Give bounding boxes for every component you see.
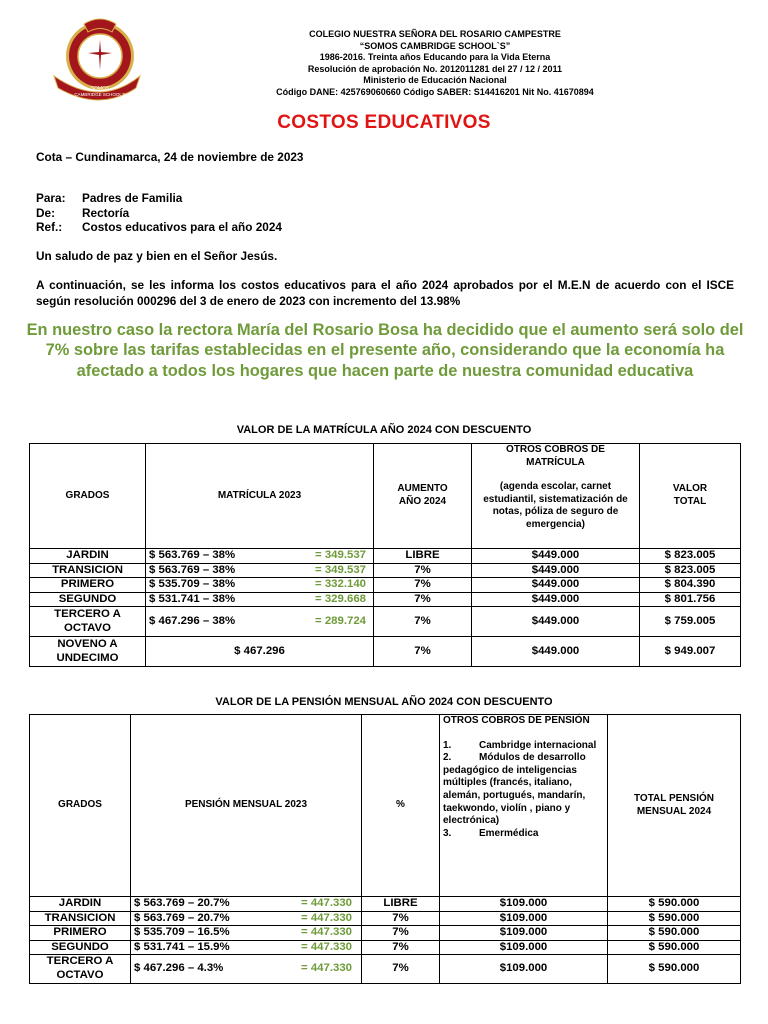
discount-value: = 349.537 (315, 563, 366, 576)
col-header-otros (440, 715, 608, 897)
otros-cell: $449.000 (472, 607, 640, 637)
pct-cell: 7% (362, 911, 440, 926)
discount-value: = 349.537 (315, 549, 366, 561)
grado-cell: PRIMERO (30, 578, 146, 593)
total-line2: MENSUAL 2024 (636, 805, 712, 817)
table-row (30, 955, 741, 983)
aumento-cell: 7% (374, 637, 472, 667)
header-line: Resolución de aprobación No. 2012011281 del 27 / 12 / 2011 (307, 63, 563, 74)
header-line: “SOMOS CAMBRIDGE SCHOOL`S” (359, 40, 511, 51)
base-value: $ 467.296 – 38% (149, 615, 236, 628)
valor-line1: VALOR (672, 483, 708, 495)
item-text: Módulos de desarrollo pedagógico de inteligencias múltiples (francés, italiano, alemán, portugués, mandarín, taekwondo, violín , piano y electrónica) (443, 752, 586, 827)
memo-para: Padres de Familia (82, 191, 183, 205)
total-cell: $ 590.000 (608, 911, 741, 926)
valor-line2: TOTAL (673, 496, 707, 507)
aumento-cell: 7% (374, 607, 472, 637)
matricula-section-title: VALOR DE LA MATRÍCULA AÑO 2024 CON DESCUENTO (236, 424, 532, 436)
base-cell (146, 592, 374, 607)
discount-value: = 447.330 (301, 962, 352, 975)
grado-cell: TERCERO A OCTAVO (30, 955, 131, 983)
memo-block (36, 191, 282, 235)
discount-value: = 447.330 (301, 897, 352, 909)
otros-title: OTROS COBROS DE PENSIÓN (443, 715, 590, 726)
aumento-cell: LIBRE (374, 549, 472, 564)
table-row (30, 549, 741, 564)
pct-cell: LIBRE (362, 897, 440, 912)
col-header-otros (472, 444, 640, 549)
header-line: Ministerio de Educación Nacional (363, 75, 507, 86)
svg-text:CAMBRIDGE SCHOOL'S: CAMBRIDGE SCHOOL'S (74, 92, 126, 97)
header-line: COLEGIO NUESTRA SEÑORA DEL ROSARIO CAMPESTRE (309, 29, 561, 39)
memo-para-label: Para: (36, 191, 66, 205)
matricula-table (29, 443, 741, 667)
base-value: $ 535.709 – 38% (149, 578, 236, 591)
table-row (30, 926, 741, 941)
col-header-pension: PENSIÓN MENSUAL 2023 (131, 715, 362, 897)
item-text: Emermédica (479, 827, 539, 839)
base-cell (131, 955, 362, 983)
discount-value: = 332.140 (315, 578, 366, 591)
base-cell (146, 563, 374, 578)
base-value: $ 563.769 – 20.7% (134, 897, 230, 909)
discount-value: = 329.668 (315, 592, 366, 605)
col-header-valor (640, 444, 741, 549)
table-row (30, 911, 741, 926)
total-cell: $ 823.005 (640, 563, 741, 578)
col-header-grados: GRADOS (30, 715, 131, 897)
base-value: $ 531.741 – 38% (149, 592, 236, 605)
page-title: COSTOS EDUCATIVOS (277, 112, 491, 133)
school-header (150, 29, 720, 99)
table-row (30, 897, 741, 912)
total-cell: $ 949.007 (640, 637, 741, 667)
base-cell (146, 607, 374, 637)
header-line: Código DANE: 425769060660 Código SABER: S14416201 Nit No. 41670894 (276, 86, 594, 97)
base-value: $ 535.709 – 16.5% (134, 926, 230, 939)
aumento-cell: 7% (374, 563, 472, 578)
base-cell (146, 549, 374, 564)
table-row (30, 563, 741, 578)
otros-cell: $449.000 (472, 637, 640, 667)
otros-cell: $109.000 (440, 940, 608, 955)
otros-cell: $109.000 (440, 897, 608, 912)
memo-de-label: De: (36, 205, 56, 220)
base-value: $ 563.769 – 38% (149, 563, 236, 576)
grado-cell: NOVENO A UNDECIMO (30, 637, 146, 667)
grado-cell: TRANSICION (30, 911, 131, 926)
highlight-paragraph: En nuestro caso la rectora María del Rosario Bosa ha decidido que el aumento será solo del 7% sobre las tarifas establecidas en el presente año, considerando que la economía ha afectado a todos los hogares que hacen parte de nuestra comunidad educativa (26, 321, 744, 380)
item-number: 3. (443, 827, 452, 839)
memo-ref: Costos educativos para el año 2024 (82, 220, 282, 235)
otros-item-3 (443, 828, 604, 841)
total-line1: TOTAL PENSIÓN (633, 792, 714, 804)
table-header-row (30, 444, 741, 549)
base-value: $ 531.741 – 15.9% (134, 940, 230, 953)
total-cell: $ 759.005 (640, 607, 741, 637)
discount-value: = 447.330 (301, 940, 352, 953)
otros-title: OTROS COBROS DE MATRÍCULA (506, 444, 605, 468)
table-row (30, 607, 741, 637)
memo-de: Rectoría (82, 205, 130, 220)
base-cell (131, 897, 362, 912)
col-header-total (608, 715, 741, 897)
header-line: 1986-2016. Treinta años Educando para la Vida Eterna (319, 52, 551, 63)
base-cell (131, 911, 362, 926)
pct-cell: 7% (362, 926, 440, 941)
grado-cell: SEGUNDO (30, 940, 131, 955)
base-value: $ 563.769 – 20.7% (134, 911, 230, 924)
total-cell: $ 801.756 (640, 592, 741, 607)
otros-cell: $109.000 (440, 911, 608, 926)
total-cell: $ 804.390 (640, 578, 741, 593)
total-cell: $ 590.000 (608, 926, 741, 941)
total-cell: $ 823.005 (640, 549, 741, 564)
item-number: 1. (443, 739, 452, 751)
grado-cell: JARDIN (30, 897, 131, 912)
memo-ref-label: Ref.: (36, 220, 63, 235)
otros-cell: $449.000 (472, 578, 640, 593)
otros-cell: $449.000 (472, 563, 640, 578)
date-line: Cota – Cundinamarca, 24 de noviembre de 2023 (36, 150, 304, 164)
table-row (30, 578, 741, 593)
col-header-aumento (374, 444, 472, 549)
base-cell (131, 926, 362, 941)
otros-cell: $449.000 (472, 592, 640, 607)
base-cell: $ 467.296 (146, 637, 374, 667)
otros-item-1 (443, 740, 604, 753)
pension-section-title: VALOR DE LA PENSIÓN MENSUAL AÑO 2024 CON DESCUENTO (215, 696, 553, 708)
grado-cell: TERCERO A OCTAVO (30, 607, 146, 637)
total-cell: $ 590.000 (608, 897, 741, 912)
table-row (30, 637, 741, 667)
otros-detail: (agenda escolar, carnet estudiantil, sistematización de notas, póliza de seguro de emergencia) (483, 481, 628, 530)
pension-table (29, 714, 741, 984)
otros-item-2 (443, 752, 604, 828)
grado-cell: JARDIN (30, 549, 146, 564)
col-header-matricula: MATRÍCULA 2023 (146, 444, 374, 549)
aumento-line1: AUMENTO (397, 483, 448, 495)
svg-text:SOMOS: SOMOS (90, 86, 110, 92)
table-row (30, 940, 741, 955)
pct-cell: 7% (362, 940, 440, 955)
otros-cell: $109.000 (440, 926, 608, 941)
otros-cell: $449.000 (472, 549, 640, 564)
aumento-line2: AÑO 2024 (398, 496, 447, 507)
base-cell (131, 940, 362, 955)
base-cell (146, 578, 374, 593)
school-crest-logo (48, 12, 144, 102)
item-text: Cambridge internacional (479, 739, 597, 751)
discount-value: = 447.330 (301, 926, 352, 939)
intro-paragraph: A continuación, se les informa los costos educativos para el año 2024 aprobados por el M.E.N de acuerdo con el ISCE según resolución 000296 del 3 de enero de 2023 con incremento del 13.98% (36, 278, 734, 308)
base-value: $ 467.296 – 4.3% (134, 962, 224, 975)
discount-value: = 447.330 (301, 911, 352, 924)
pct-cell: 7% (362, 955, 440, 983)
discount-value: = 289.724 (315, 615, 366, 628)
grado-cell: TRANSICION (30, 563, 146, 578)
grado-cell: SEGUNDO (30, 592, 146, 607)
table-row (30, 592, 741, 607)
total-cell: $ 590.000 (608, 940, 741, 955)
col-header-pct: % (362, 715, 440, 897)
otros-cell: $109.000 (440, 955, 608, 983)
grado-cell: PRIMERO (30, 926, 131, 941)
table-header-row (30, 715, 741, 897)
aumento-cell: 7% (374, 578, 472, 593)
base-value: $ 563.769 – 38% (149, 549, 236, 561)
aumento-cell: 7% (374, 592, 472, 607)
col-header-grados: GRADOS (30, 444, 146, 549)
greeting: Un saludo de paz y bien en el Señor Jesús. (36, 249, 278, 263)
item-number: 2. (443, 752, 452, 764)
total-cell: $ 590.000 (608, 955, 741, 983)
